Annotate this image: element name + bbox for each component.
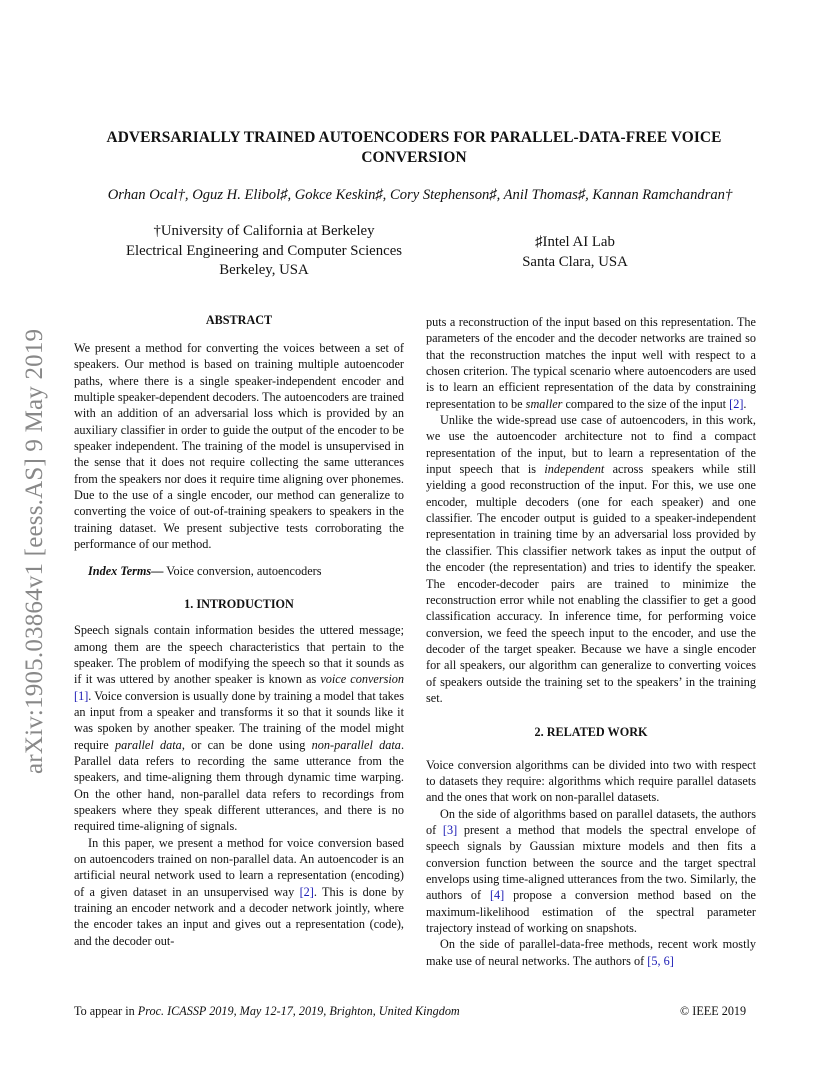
left-column (74, 312, 404, 949)
related-paragraph-1: Voice conversion algorithms can be divided into two with respect to datasets they require: algorithms which require parallel datasets and the ones that work on non-parallel datasets. (426, 757, 756, 805)
citation-link[interactable]: [3] (442, 822, 458, 837)
emphasis: Proc. ICASSP 2019, May 12-17, 2019, Brighton, United Kingdom (137, 1004, 460, 1018)
affiliation-line: Electrical Engineering and Computer Sciences (125, 242, 403, 259)
text-span: . This is done by training an encoder network and a decoder network jointly, where the encoder takes an input and gives out a representation (code), and the decoder out- (74, 884, 404, 948)
citation-link[interactable]: [1] (74, 688, 89, 703)
intro-paragraph-3 (426, 314, 756, 412)
title-line-2: CONVERSION (361, 149, 467, 166)
emphasis: smaller (525, 396, 563, 411)
index-terms-label: Index Terms— (88, 564, 164, 579)
affiliation-line: †University of California at Berkeley (153, 223, 375, 239)
text-span: To appear in (74, 1004, 138, 1018)
index-terms (74, 563, 404, 579)
introduction-heading: 1. INTRODUCTION (184, 596, 294, 611)
footer-copyright: © IEEE 2019 (680, 1004, 747, 1018)
text-span: In this paper, we present a method for voice conversion based on autoencoders trained on non-parallel data. An autoencoder is an artificial neural network used to learn a representation (encoding) of a given dataset in an unsupervised way (74, 835, 404, 899)
affiliation-line: Berkeley, USA (219, 262, 309, 278)
text-span: , or can be done using (181, 737, 312, 752)
text-span: across speakers while still yielding a good reconstruction of the input. For this, we use one encoder, multiple decoders (one for each speaker) and one classifier. The encoder output is guided to a speaker-independent representation in training time by an adversarial loss provided by the classifier. This classifier network takes as input the output of the encoder (the representation) and tries to identify the speaker. The encoder-decoder pairs are trained to minimize the reconstruction error while not enabling the classifier to get a good classification accuracy. In inference time, for performing voice conversion, we feed the speech input to the encoder, and use the decoder of the target speaker. Because we have a single encoder for all speakers, our algorithm can generalize to converting voices of speakers outside the training set to the speakers’ in the training set. (426, 462, 756, 705)
text-span: Speech signals contain information besides the uttered message; among them are the speech characteristics that pertain to the speaker. The problem of modifying the speech so that it sounds as if it was uttered by another speaker is known as (74, 623, 404, 687)
citation-link[interactable]: [5, 6] (647, 953, 674, 968)
text-span: propose a conversion method based on the maximum-likelihood estimation of the spectral parameter trajectory instead of working on snapshots. (426, 888, 756, 936)
paper-title (70, 128, 758, 168)
affiliation-line: ♯Intel AI Lab (535, 234, 615, 250)
text-span: compared to the size of the input (562, 396, 730, 411)
related-paragraph-2 (426, 806, 756, 937)
text-span: On the side of algorithms based on parallel datasets, the authors of (426, 806, 756, 837)
related-work-heading: 2. RELATED WORK (534, 725, 648, 740)
text-span: . Voice conversion is usually done by training a model that takes an input from a speaker and transforms it so that it sounds like it was spoken by another speaker. The training of the model might require (74, 688, 404, 752)
intro-paragraph-4 (426, 412, 756, 706)
footer-venue (74, 1004, 460, 1019)
text-span: . (743, 396, 747, 411)
intro-paragraph-1 (74, 622, 404, 834)
intro-paragraph-2 (74, 835, 404, 949)
emphasis: non-parallel data (311, 737, 401, 752)
affiliation-line: Santa Clara, USA (522, 253, 628, 270)
text-span: On the side of parallel-data-free methods, recent work mostly make use of neural networks. The authors of (426, 937, 756, 968)
text-span: puts a reconstruction of the input based on this representation. The parameters of the encoder and the decoder networks are trained so that the reconstruction matches the input well with respect to a chosen criterion. The typical scenario where autoencoders are used is to learn an efficient representation of the data by constraining representation to be (426, 315, 756, 411)
citation-link[interactable]: [4] (489, 888, 505, 903)
abstract-text: We present a method for converting the voices between a set of speakers. Our method is based on training multiple autoencoder paths, where there is a single speaker-independent encoder and multiple speaker-dependent decoders. The autoencoders are trained with an addition of an adversarial loss which is provided by an auxiliary classifier in order to guide the output of the encoder to be speaker independent. The training of the model is unsupervised in the sense that it does not require collecting the same utterances from the speakers nor does it require time aligning over phonemes. Due to the use of a single encoder, our method can generalize to converting the voice of out-of-training speakers to speakers in the training dataset. We present subjective tests corroborating the performance of our method. (74, 341, 404, 552)
related-paragraph-3 (426, 936, 756, 969)
emphasis: parallel data (114, 737, 182, 752)
text-span: present a method that models the spectral envelope of speech signals by Gaussian mixture models and then fits a conversion function between the source and the target spectral envelops using time-aligned utterances from the two. Similarly, the authors of (426, 822, 756, 903)
affiliation-intel (480, 233, 670, 272)
arxiv-stamp: arXiv:1905.03864v1 [eess.AS] 9 May 2019 (21, 328, 48, 774)
author-list: Orhan Ocal†, Oguz H. Elibol♯, Gokce Keskin♯, Cory Stephenson♯, Anil Thomas♯, Kannan Ramchandran† (107, 187, 733, 203)
right-column (426, 314, 756, 969)
emphasis: independent (544, 462, 605, 477)
index-terms-text: Voice conversion, autoencoders (163, 564, 322, 579)
title-line-1: ADVERSARIALLY TRAINED AUTOENCODERS FOR PARALLEL-DATA-FREE VOICE (106, 129, 722, 146)
text-span: . Parallel data refers to recording the same utterance from the speakers, and time-aligning them through dynamic time warping. On the other hand, non-parallel data refers to recordings from speakers where they speak different utterances, and there is no required time-aligning of signals. (74, 737, 404, 834)
citation-link[interactable]: [2] (729, 396, 744, 411)
text-span: Unlike the wide-spread use case of autoencoders, in this work, we use the autoencoder architecture not to find a compact representation of the input, but to learn a representation of the input speech that is (426, 413, 756, 477)
affiliation-berkeley (100, 222, 428, 281)
emphasis: voice conversion (320, 672, 405, 687)
abstract-heading: ABSTRACT (205, 313, 273, 327)
citation-link[interactable]: [2] (299, 884, 314, 899)
